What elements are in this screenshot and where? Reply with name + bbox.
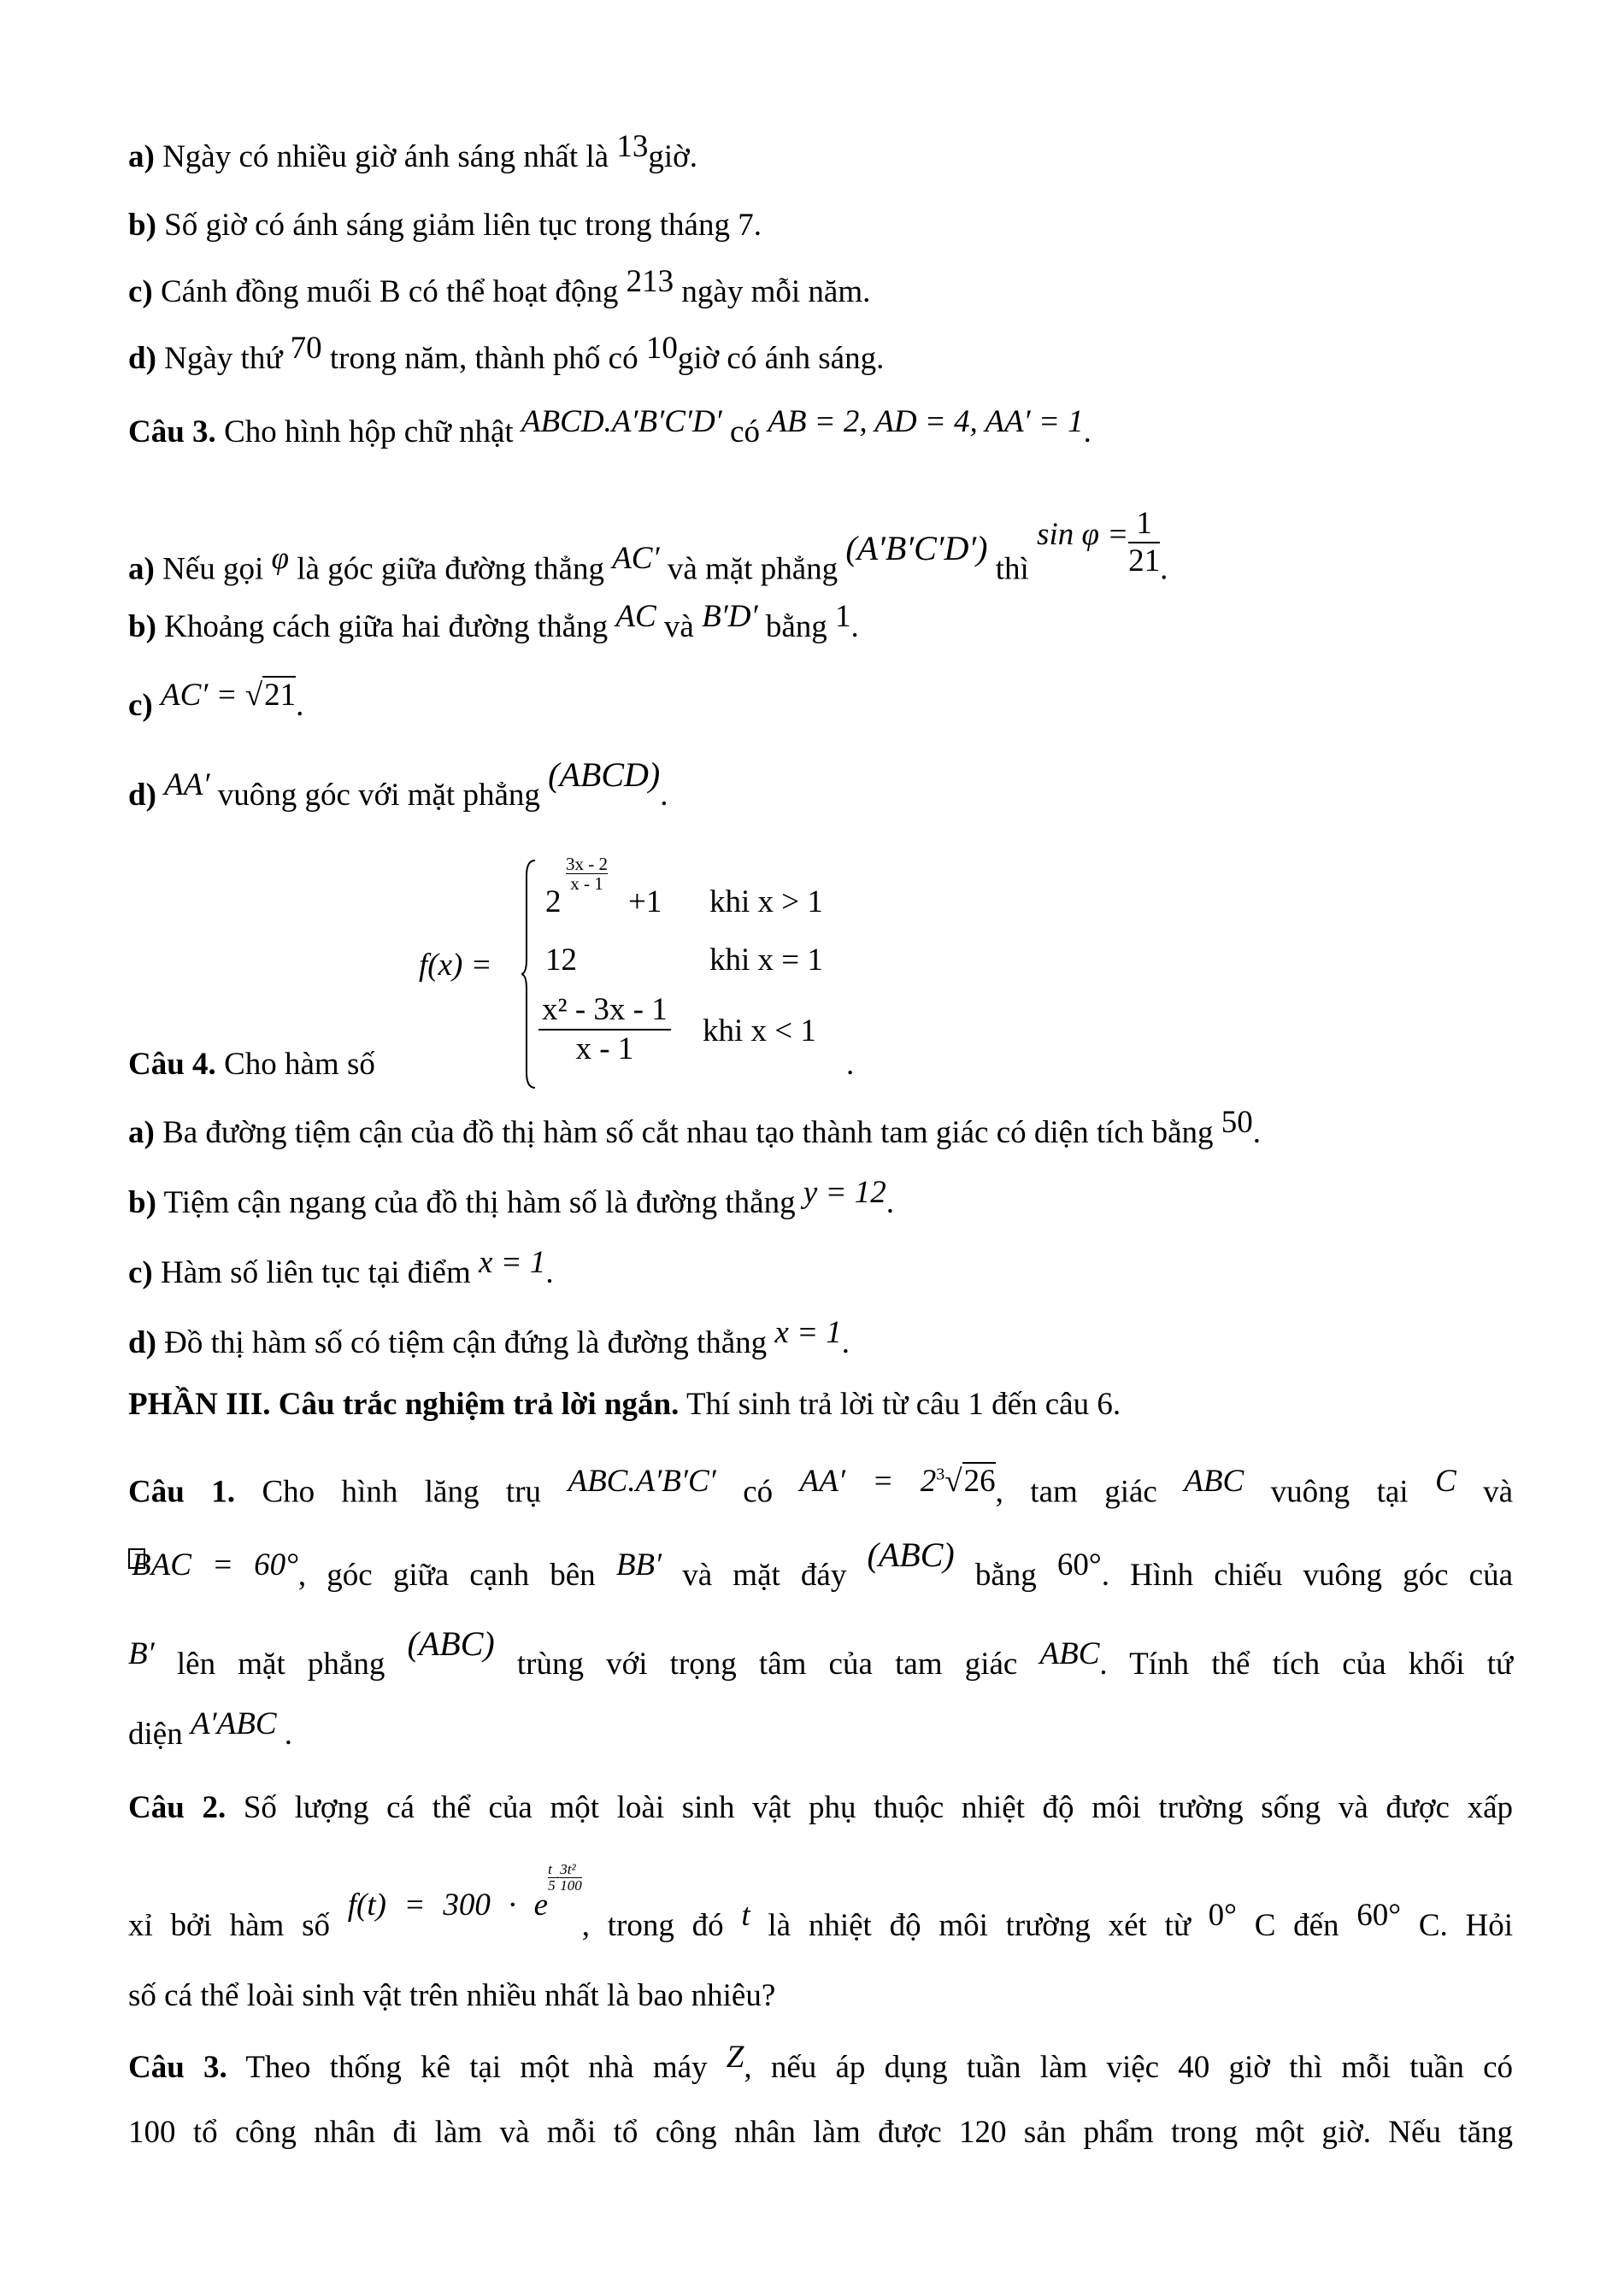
item-label: a) [128, 139, 155, 174]
question-3b: b) Khoảng cách giữa hai đường thẳng AC và B′D′ bằng 1. [128, 599, 859, 644]
p3-question-2-line3: số cá thể loài sinh vật trên nhiều nhất là bao nhiêu? [128, 1978, 776, 2013]
statement-c: c) Cánh đồng muối B có thể hoạt động 213 ngày mỗi năm. [128, 264, 871, 309]
statement-b: b) Số giờ có ánh sáng giảm liên tục trong tháng 7. [128, 208, 762, 243]
question-3a: a) Nếu gọi φ là góc giữa đường thẳng AC′ và mặt phẳng (A′B′C′D′) thì sin φ = $\frac{1}{21}$ . [128, 506, 1168, 587]
question-3d: d) AA′ vuông góc với mặt phẳng (ABCD). [128, 755, 668, 813]
question-3c: c) AC′ = √21. [128, 678, 304, 723]
question-4c: c) Hàm số liên tục tại điểm x = 1. [128, 1245, 554, 1290]
section-3-heading: PHẦN III. Câu trắc nghiệm trả lời ngắn. Thí sinh trả lời từ câu 1 đến câu 6. [128, 1387, 1121, 1422]
p3-question-2-line1: Câu 2. Số lượng cá thể của một loài sinh vật phụ thuộc nhiệt độ môi trường sống và được xấp [128, 1790, 1513, 1825]
p3-question-1-line3: B′ lên mặt phẳng (ABC) trùng với trọng tâm của tam giác ABC. Tính thể tích của khối tứ [128, 1624, 1514, 1682]
curly-brace [521, 859, 538, 1089]
statement-a: a) Ngày có nhiều giờ ánh sáng nhất là 13giờ. [128, 129, 697, 174]
question-4-period: . [846, 1047, 855, 1082]
statement-d: d) Ngày thứ 70 trong năm, thành phố có 10giờ có ánh sáng. [128, 331, 885, 376]
question-4: Câu 4. Cho hàm số [128, 1047, 375, 1082]
p3-question-2-line2: xỉ bởi hàm số f(t) = 300 · e $\frac{t}{5}$ - $\frac{\text{3t²}}{100}$ , trong đó t là nhiệt độ môi trường xét từ 0° C đến 60° C. Hỏi [128, 1860, 1514, 1943]
question-4d: d) Đồ thị hàm số có tiệm cận đứng là đường thẳng x = 1. [128, 1315, 850, 1360]
p3-question-1-line1: Câu 1. Cho hình lăng trụ ABC.A′B′C′ có $AA' = 2^3√26$, tam giác ABC vuông tại C và [128, 1464, 1514, 1510]
question-4a: a) Ba đường tiệm cận của đồ thị hàm số cắt nhau tạo thành tam giác có diện tích bằng 50. [128, 1105, 1261, 1150]
question-3: Câu 3. Cho hình hộp chữ nhật ABCD.A′B′C′D′ có AB = 2, AD = 4, AA′ = 1. [128, 404, 1091, 449]
p3-question-3-line2: 100 tổ công nhân đi làm và mỗi tổ công nhân làm được 120 sản phẩm trong một giờ. Nếu tăng [128, 2115, 1513, 2150]
p3-question-1-line2: BAC = 60°, góc giữa cạnh bên BB′ và mặt đáy (ABC) bằng 60°. Hình chiếu vuông góc của [128, 1553, 1513, 1596]
p3-question-3-line1: Câu 3. Theo thống kê tại một nhà máy Z, nếu áp dụng tuần làm việc 40 giờ thì mỗi tuần có [128, 2040, 1513, 2085]
piecewise-function: f(x) = 2 3x - 2 x - 1 +1 khi x > 1 12 khi x = 1 x² - 3x - 1 x - 1 khi x < 1 [419, 854, 1017, 1085]
p3-question-1-line4: diện A′ABC . [128, 1706, 293, 1752]
question-4b: b) Tiệm cận ngang của đồ thị hàm số là đường thẳng y = 12. [128, 1175, 894, 1220]
